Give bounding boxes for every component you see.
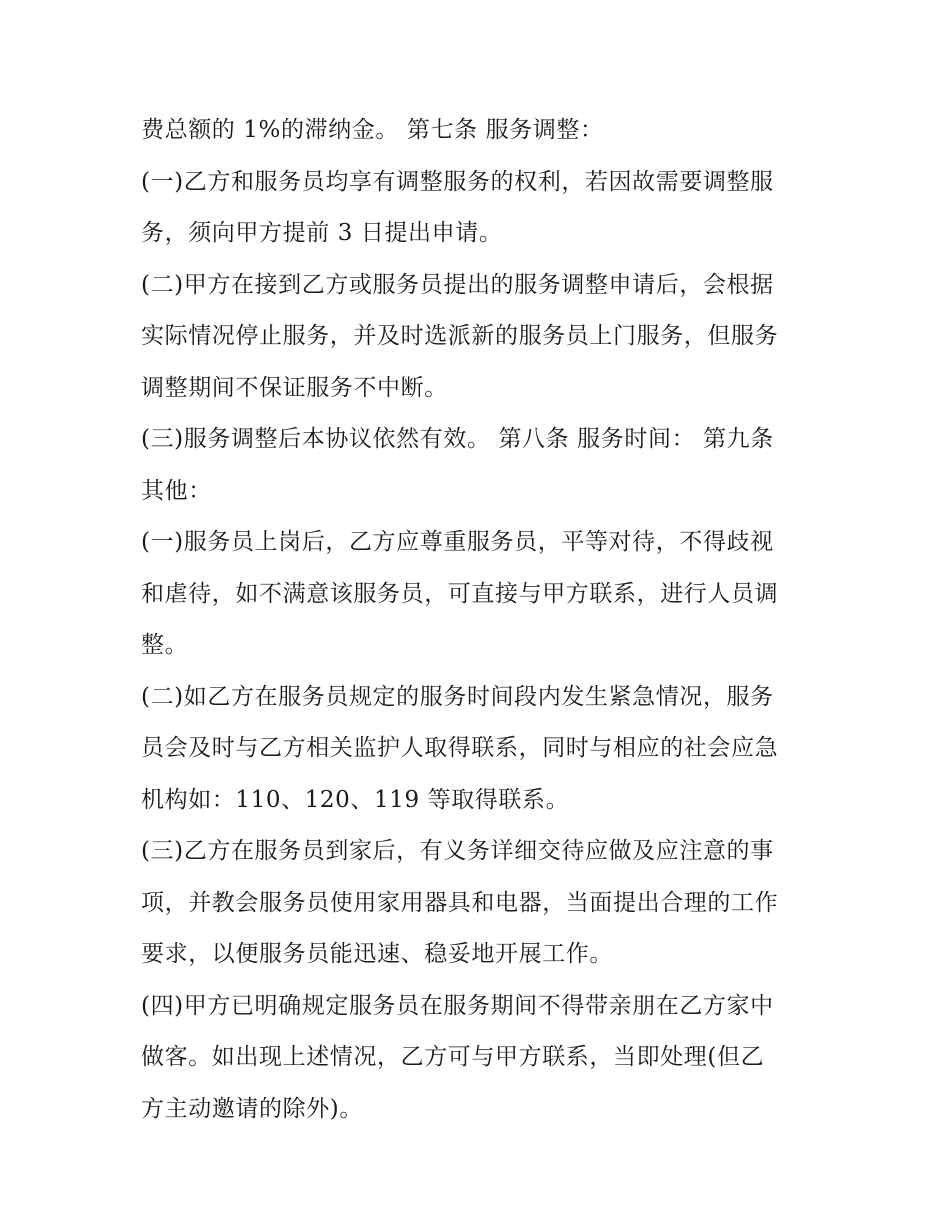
text-line: (四)甲方已明确规定服务员在服务期间不得带亲朋在乙方家中 — [141, 992, 774, 1019]
text-line: 项，并教会服务员使用家用器具和电器，当面提出合理的工作 — [141, 889, 779, 916]
text-line: 员会及时与乙方相关监护人取得联系，同时与相应的社会应急 — [141, 735, 779, 761]
text-line: 调整期间不保证服务不中断。 — [141, 374, 448, 401]
text-line: 做客。如出现上述情况，乙方可与甲方联系，当即处理(但乙 — [141, 1044, 765, 1070]
text-line: (三)服务调整后本协议依然有效。 第八条 服务时间： 第九条 — [141, 426, 774, 452]
text-line: (二)如乙方在服务员规定的服务时间段内发生紧急情况，服务 — [141, 683, 774, 710]
text-line: 其他： — [141, 477, 212, 504]
document-body — [141, 110, 821, 1140]
text-line: 和虐待，如不满意该服务员，可直接与甲方联系，进行人员调 — [141, 580, 779, 607]
text-line: 务，须向甲方提前 3 日提出申请。 — [141, 220, 503, 246]
text-line: 机构如：110、120、119 等取得联系。 — [141, 786, 570, 813]
text-line: (一)服务员上岗后，乙方应尊重服务员，平等对待，不得歧视 — [141, 529, 774, 555]
text-line: 要求，以便服务员能迅速、稳妥地开展工作。 — [141, 941, 613, 967]
text-line: 实际情况停止服务，并及时选派新的服务员上门服务，但服务 — [141, 323, 779, 349]
text-line: 方主动邀请的除外)。 — [141, 1095, 363, 1122]
text-line: 整。 — [141, 632, 189, 658]
text-line: (三)乙方在服务员到家后，有义务详细交待应做及应注意的事 — [141, 838, 774, 864]
text-line: (一)乙方和服务员均享有调整服务的权利，若因故需要调整服 — [141, 168, 774, 195]
text-line: 费总额的 1%的滞纳金。 第七条 服务调整： — [141, 117, 604, 143]
text-line: (二)甲方在接到乙方或服务员提出的服务调整申请后，会根据 — [141, 271, 774, 298]
